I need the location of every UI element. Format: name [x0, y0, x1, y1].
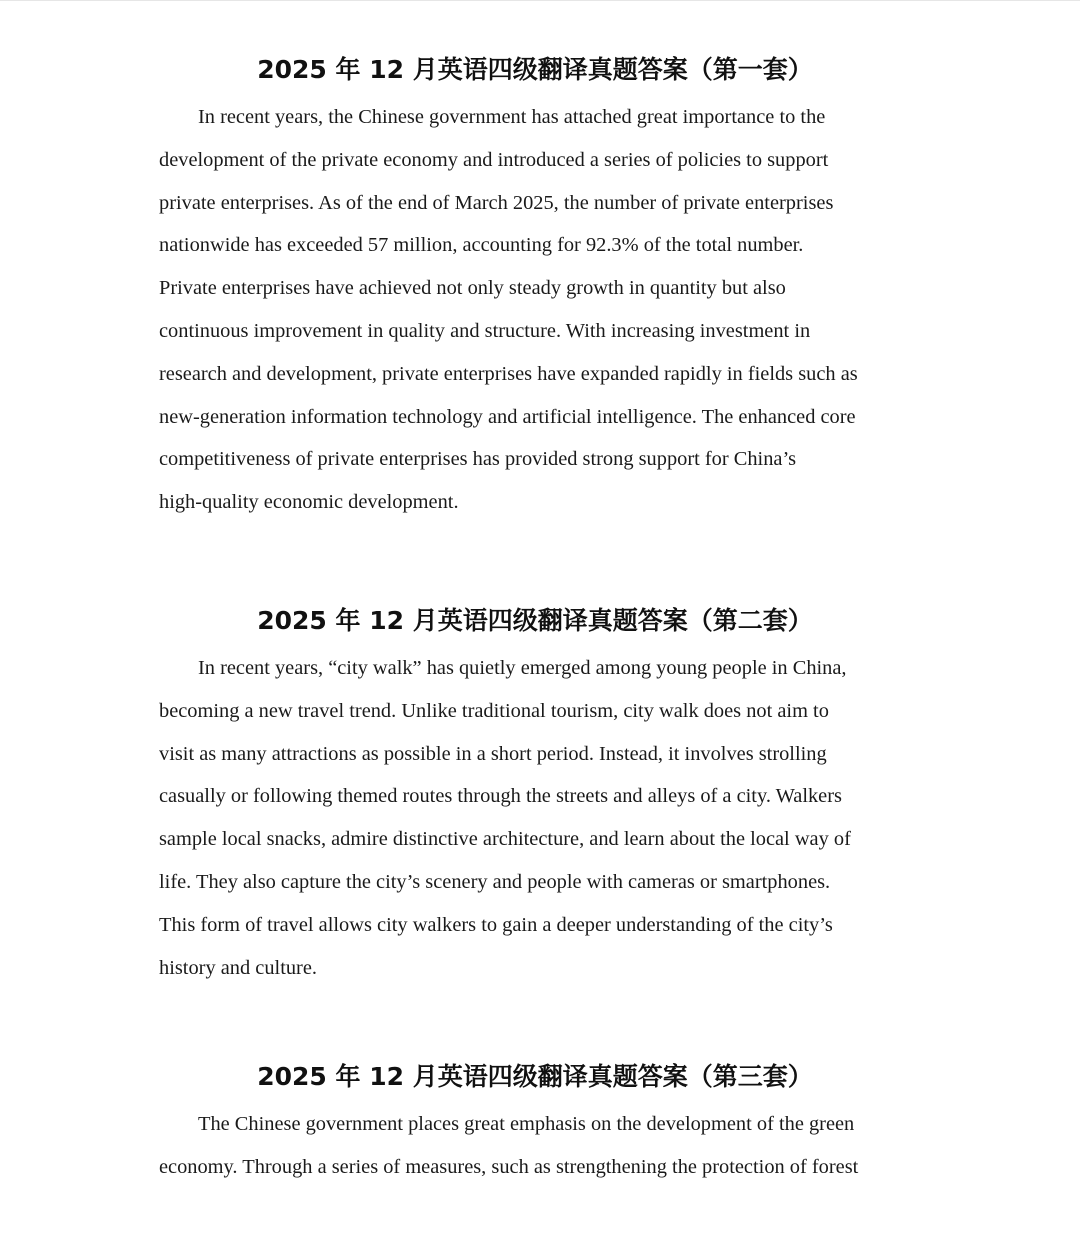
paragraph-line: visit as many attractions as possible in a short period. Instead, it involves strolling	[159, 742, 827, 765]
section-spacer	[159, 989, 911, 1053]
paragraph-line: continuous improvement in quality and structure. With increasing investment in	[159, 319, 811, 342]
paragraph-line: casually or following themed routes through the streets and alleys of a city. Walkers	[159, 785, 842, 808]
page-top-border	[0, 0, 1080, 1]
paragraph-line: history and culture.	[159, 956, 317, 979]
paragraph-line: high-quality economic development.	[159, 491, 459, 514]
paragraph-line: competitiveness of private enterprises has provided strong support for China’s	[159, 448, 797, 471]
paragraph-line: becoming a new travel trend. Unlike traditional tourism, city walk does not aim to	[159, 699, 829, 722]
document-page	[159, 46, 911, 1189]
paragraph-line: Private enterprises have achieved not only steady growth in quantity but also	[159, 277, 786, 300]
section-1	[159, 46, 911, 524]
paragraph-line: nationwide has exceeded 57 million, accounting for 92.3% of the total number.	[159, 234, 804, 257]
paragraph-line: private enterprises. As of the end of March 2025, the number of private enterprises	[159, 191, 834, 214]
section-1-title: 2025 年 12 月英语四级翻译真题答案（第一套）	[257, 55, 813, 84]
section-2	[159, 597, 911, 989]
paragraph-line: new-generation information technology and artificial intelligence. The enhanced core	[159, 405, 856, 428]
section-3-paragraph	[159, 1101, 911, 1189]
paragraph-line: This form of travel allows city walkers to gain a deeper understanding of the city’s	[159, 913, 833, 936]
paragraph-line: development of the private economy and introduced a series of policies to support	[159, 148, 829, 171]
paragraph-line: sample local snacks, admire distinctive architecture, and learn about the local way of	[159, 828, 851, 851]
section-2-title: 2025 年 12 月英语四级翻译真题答案（第二套）	[257, 605, 813, 635]
section-spacer	[159, 524, 911, 597]
section-3-title: 2025 年 12 月英语四级翻译真题答案（第三套）	[257, 1062, 813, 1092]
paragraph-line: research and development, private enterprises have expanded rapidly in fields such as	[159, 362, 858, 385]
section-3	[159, 1053, 911, 1189]
section-1-paragraph	[159, 94, 911, 524]
section-2-paragraph	[159, 645, 911, 989]
paragraph-line: In recent years, the Chinese government has attached great importance to the	[198, 106, 826, 128]
paragraph-line: life. They also capture the city’s scenery and people with cameras or smartphones.	[159, 870, 831, 893]
paragraph-line: In recent years, “city walk” has quietly emerged among young people in China,	[198, 656, 847, 679]
paragraph-line: economy. Through a series of measures, such as strengthening the protection of forest	[159, 1156, 859, 1179]
paragraph-line: The Chinese government places great emphasis on the development of the green	[198, 1113, 855, 1136]
